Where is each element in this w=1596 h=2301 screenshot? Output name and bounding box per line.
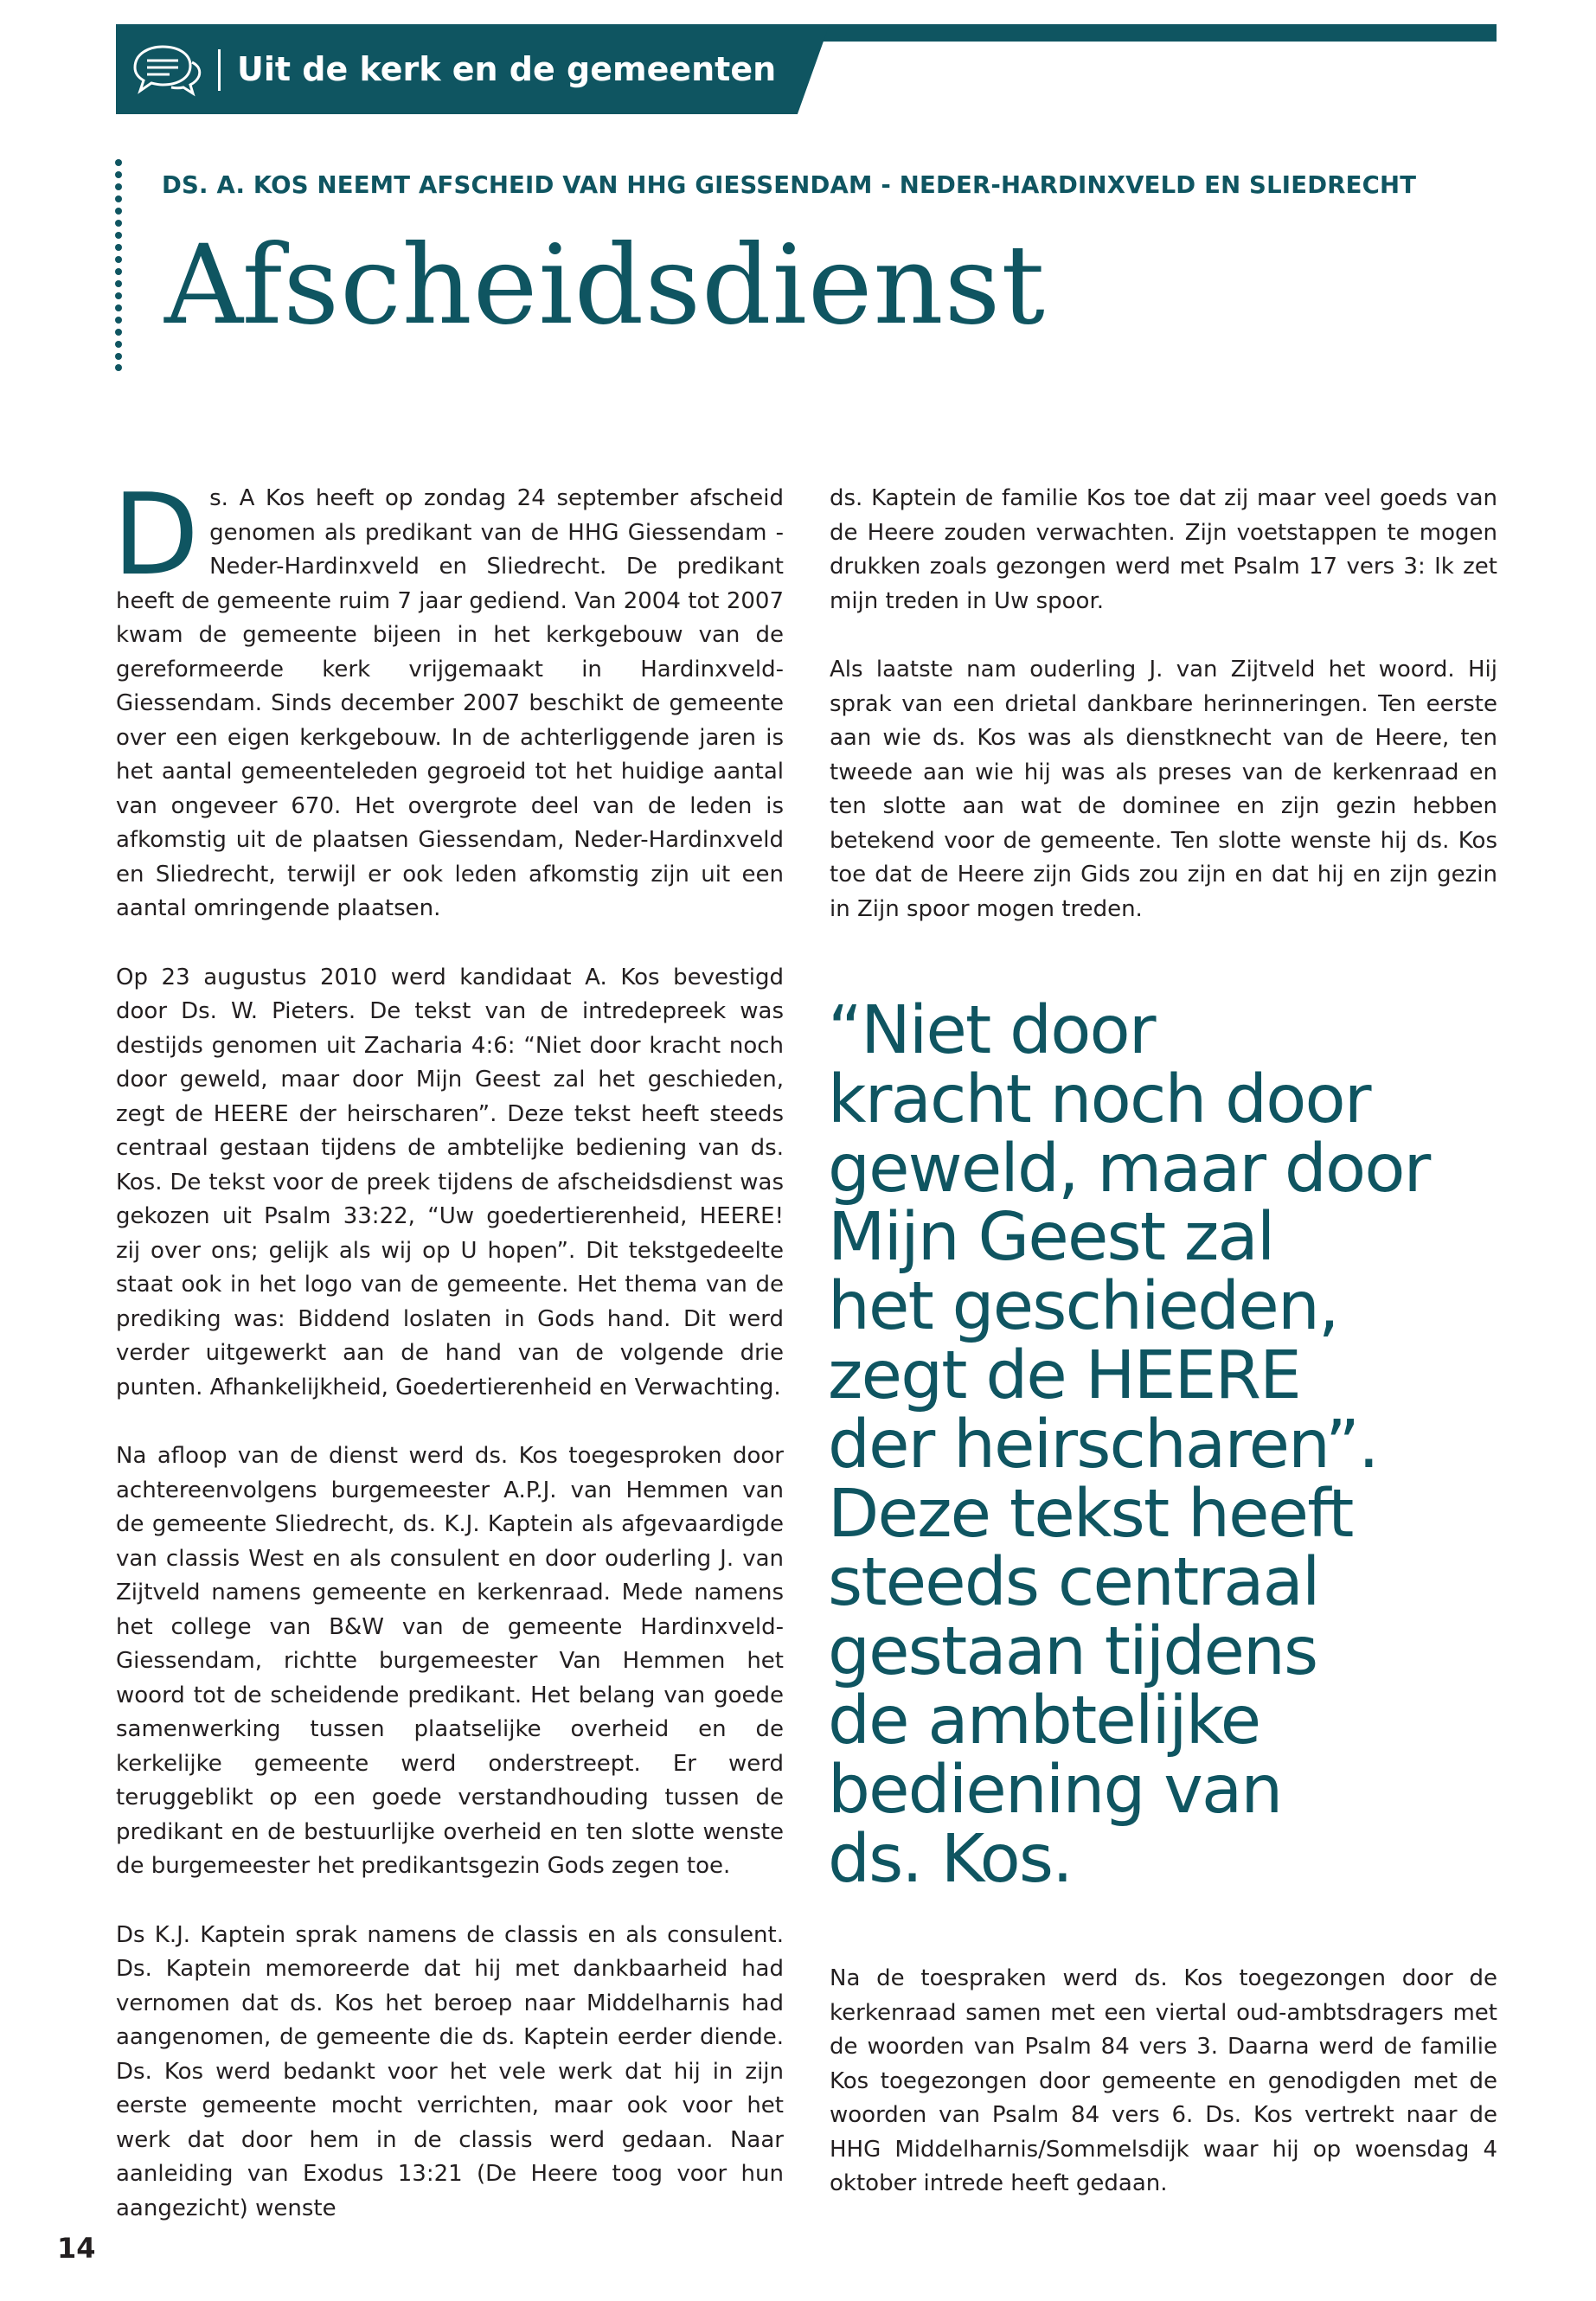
paragraph-closing: Na de toespraken werd ds. Kos toegezongen door de kerkenraad samen met een viertal oud-ambtsdragers met de woorden van Psalm 84 vers 3. Daarna werd de familie Kos toegezongen door gemeente en genodigden met de woorden van Psalm 84 vers 6. Ds. Kos vertrekt naar de HHG Middelharnis/Sommelsdijk waar hij op woensdag 4 oktober intrede heeft gedaan. xyxy=(830,1965,1497,2196)
article-right-column-top xyxy=(830,482,1497,926)
header-separator xyxy=(218,49,221,91)
article-title: Afscheidsdienst xyxy=(164,221,1046,349)
section-title: Uit de kerk en de gemeenten xyxy=(237,50,777,88)
dotted-rule xyxy=(113,157,124,372)
paragraph-kaptein: Ds K.J. Kaptein sprak namens de classis en als consulent. Ds. Kaptein memoreerde dat hij met dankbaarheid had vernomen dat ds. Kos het beroep naar Middelharnis had aangenomen, de gemeente die ds. Kaptein eerder diende. Ds. Kos werd bedankt voor het vele werk dat hij in zijn eerste gemeente mocht verrichten, maar ook voor het werk dat door hem in de classis werd gedaan. Naar aanleiding van Exodus 13:21 (De Heere toog voor hun aangezicht) wenste xyxy=(116,1921,784,2221)
article-kicker: DS. A. KOS NEEMT AFSCHEID VAN HHG GIESSENDAM - NEDER-HARDINXVELD EN SLIEDRECHT xyxy=(162,171,1417,199)
article-left-column xyxy=(112,469,784,2226)
paragraph-inauguration: Op 23 augustus 2010 werd kandidaat A. Kos bevestigd door Ds. W. Pieters. De tekst van de intredepreek was destijds genomen uit Zacharia 4:6: “Niet door kracht noch door geweld, maar door Mijn Geest zal het geschieden, zegt de HEERE der heirscharen”. Deze tekst heeft steeds centraal gestaan tijdens de ambtelijke bediening van ds. Kos. De tekst voor de preek tijdens de afscheidsdienst was gekozen uit Psalm 33:22, “Uw goedertierenheid, HEERE! zij over ons; gelijk als wij op U hopen”. Dit tekstgedeelte staat ook in het logo van de gemeente. Het thema van de prediking was: Biddend loslaten in Gods hand. Dit werd verder uitgewerkt aan de hand van de volgende drie punten. Afhankelijkheid, Goedertierenheid en Verwachting. xyxy=(116,964,784,1400)
pull-quote: “Niet door kracht noch door geweld, maar door Mijn Geest zal het geschieden, zegt de HEERE der heirscharen”. Deze tekst heeft steeds centraal gestaan tijdens de ambtelijke bediening van ds. Kos. xyxy=(828,992,1430,1898)
speech-bubbles-icon xyxy=(130,42,202,100)
paragraph-intro-text: s. A Kos heeft op zondag 24 september afscheid genomen als predikant van de HHG Giessendam - Neder-Hardinxveld en Sliedrecht. De predikant heeft de gemeente ruim 7 jaar gediend. Van 2004 tot 2007 kwam de gemeente bijeen in het kerkgebouw van de gereformeerde kerk vrijgemaakt in Hardinxveld-Giessendam. Sinds december 2007 beschikt de gemeente over een eigen kerkgebouw. In de achterliggende jaren is het aantal gemeenteleden gegroeid tot het huidige aantal van ongeveer 670. Het overgrote deel van de leden is afkomstig uit de plaatsen Giessendam, Neder-Hardinxveld en Sliedrecht, terwijl er ook leden afkomstig zijn uit een aantal omringende plaatsen. xyxy=(116,485,784,921)
page-number: 14 xyxy=(57,2232,96,2265)
paragraph-zijtveld: Als laatste nam ouderling J. van Zijtveld het woord. Hij sprak van een drietal dankbare herinneringen. Ten eerste aan wie ds. Kos was als dienstknecht van de Heere, ten tweede aan wie hij was als preses van de kerkenraad en ten slotte aan wat de dominee en zijn gezin hebben betekend voor de gemeente. Ten slotte wenste hij ds. Kos toe dat de Heere zijn Gids zou zijn en dat hij en zijn gezin in Zijn spoor mogen treden. xyxy=(830,657,1497,922)
dropcap: D xyxy=(112,469,200,600)
paragraph-intro xyxy=(112,469,784,926)
article-right-column-bottom xyxy=(830,1962,1497,2202)
paragraph-speeches: Na afloop van de dienst werd ds. Kos toegesproken door achtereenvolgens burgemeester A.P.J. van Hemmen van de gemeente Sliedrecht, ds. K.J. Kaptein als afgevaardigde van classis West en als consulent en door ouderling J. van Zijtveld namens gemeente en kerkenraad. Mede namens het college van B&W van de gemeente Hardinxveld-Giessendam, richtte burgemeester Van Hemmen het woord tot de scheidende predikant. Het belang van goede samenwerking tussen plaatselijke overheid en de kerkelijke gemeente werd onderstreept. Er werd teruggeblikt op een goede verstandhouding tussen de predikant en de bestuurlijke overheid en ten slotte wenste de burgemeester het predikantsgezin Gods zegen toe. xyxy=(116,1443,784,1879)
paragraph-kaptein-continued: ds. Kaptein de familie Kos toe dat zij maar veel goeds van de Heere zouden verwachten. Zijn voetstappen te mogen drukken zoals gezongen werd met Psalm 17 vers 3: Ik zet mijn treden in Uw spoor. xyxy=(830,485,1497,614)
